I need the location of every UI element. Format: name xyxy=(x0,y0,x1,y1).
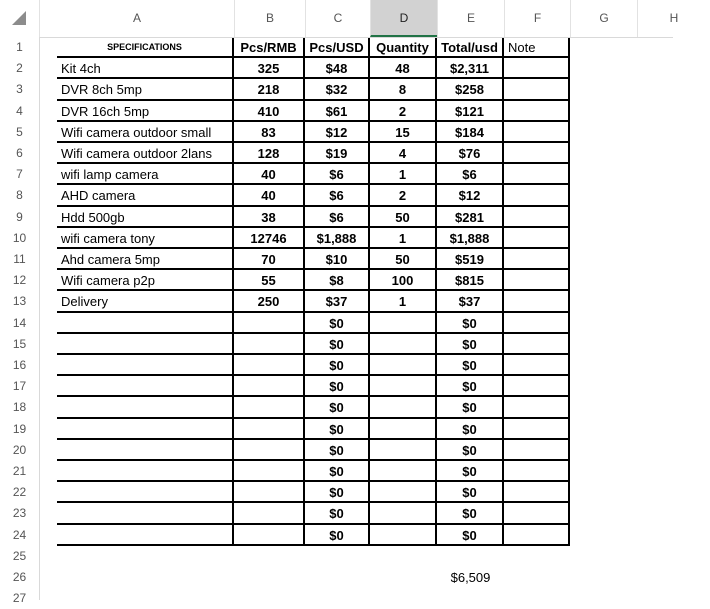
cell-qty[interactable] xyxy=(370,313,437,334)
header-rmb[interactable]: Pcs/RMB xyxy=(234,37,305,58)
cell-name[interactable]: Wifi camera outdoor small xyxy=(57,122,234,143)
row-header-bar xyxy=(0,37,40,606)
cell-note[interactable] xyxy=(504,397,570,418)
cell-total[interactable]: $0 xyxy=(437,525,504,546)
cell-note[interactable] xyxy=(504,58,570,79)
cell-total[interactable]: $0 xyxy=(437,355,504,376)
cell-rmb[interactable] xyxy=(234,334,305,355)
column-header-g[interactable]: G xyxy=(570,0,637,37)
row-header-18[interactable]: 18 xyxy=(12,400,27,415)
cell-usd[interactable]: $6 xyxy=(305,185,370,206)
cell-note[interactable] xyxy=(504,291,570,312)
cell-rmb[interactable]: 40 xyxy=(234,164,305,185)
cell-usd[interactable]: $0 xyxy=(305,355,370,376)
cell-total[interactable]: $37 xyxy=(437,291,504,312)
cell-total[interactable]: $0 xyxy=(437,482,504,503)
row-header-11[interactable]: 11 xyxy=(13,252,26,266)
cell-total[interactable]: $281 xyxy=(437,207,504,228)
cell-note[interactable] xyxy=(504,482,570,503)
row-header-17[interactable]: 17 xyxy=(12,379,27,394)
cell-note[interactable] xyxy=(504,185,570,206)
cell-rmb[interactable]: 12746 xyxy=(234,228,305,249)
cell-total[interactable]: $0 xyxy=(437,334,504,355)
cell-name[interactable] xyxy=(57,355,234,376)
cell-rmb[interactable] xyxy=(234,313,305,334)
row-header-12[interactable]: 12 xyxy=(12,273,27,288)
cell-usd[interactable]: $6 xyxy=(305,164,370,185)
column-header-f[interactable]: F xyxy=(504,0,570,37)
header-qty[interactable]: Quantity xyxy=(370,37,437,58)
row-header-24[interactable]: 24 xyxy=(12,527,27,542)
row-header-5[interactable]: 5 xyxy=(16,124,23,139)
cell-usd[interactable]: $32 xyxy=(305,79,370,100)
cell-note[interactable] xyxy=(504,122,570,143)
cell-rmb[interactable]: 325 xyxy=(234,58,305,79)
cell-total[interactable]: $519 xyxy=(437,249,504,270)
grand-total-cell[interactable]: $6,509 xyxy=(450,570,491,585)
cell-note[interactable] xyxy=(504,270,570,291)
cell-name[interactable] xyxy=(57,313,234,334)
cell-note[interactable] xyxy=(504,101,570,122)
cell-qty[interactable]: 2 xyxy=(370,101,437,122)
cell-note[interactable] xyxy=(504,419,570,440)
cell-total[interactable]: $2,311 xyxy=(437,58,504,79)
cell-name[interactable]: Hdd 500gb xyxy=(57,207,234,228)
cell-note[interactable] xyxy=(504,207,570,228)
cell-qty[interactable] xyxy=(370,376,437,397)
column-header-e[interactable]: E xyxy=(437,0,504,37)
cell-qty[interactable]: 4 xyxy=(370,143,437,164)
cell-qty[interactable] xyxy=(370,419,437,440)
cell-rmb[interactable]: 55 xyxy=(234,270,305,291)
cell-note[interactable] xyxy=(504,249,570,270)
cell-rmb[interactable] xyxy=(234,397,305,418)
cell-note[interactable] xyxy=(504,503,570,524)
row-header-26[interactable]: 26 xyxy=(12,570,27,584)
cell-qty[interactable] xyxy=(370,525,437,546)
cell-rmb[interactable]: 38 xyxy=(234,207,305,228)
row-header-8[interactable]: 8 xyxy=(16,188,23,203)
cell-note[interactable] xyxy=(504,376,570,397)
cell-note[interactable] xyxy=(504,440,570,461)
cell-qty[interactable]: 50 xyxy=(370,249,437,270)
header-total[interactable]: Total/usd xyxy=(437,37,504,58)
row-header-19[interactable]: 19 xyxy=(12,421,27,436)
cell-rmb[interactable] xyxy=(234,503,305,524)
row-header-7[interactable]: 7 xyxy=(16,167,23,182)
cell-qty[interactable]: 15 xyxy=(370,122,437,143)
cell-total[interactable]: $0 xyxy=(437,376,504,397)
cell-usd[interactable]: $48 xyxy=(305,58,370,79)
cell-total[interactable]: $76 xyxy=(437,143,504,164)
row-header-15[interactable]: 15 xyxy=(12,336,27,351)
cell-usd[interactable]: $1,888 xyxy=(305,228,370,249)
cell-note[interactable] xyxy=(504,313,570,334)
cell-usd[interactable]: $0 xyxy=(305,503,370,524)
cell-usd[interactable]: $0 xyxy=(305,376,370,397)
row-header-22[interactable]: 22 xyxy=(12,485,27,500)
cell-name[interactable]: DVR 8ch 5mp xyxy=(57,79,234,100)
cell-name[interactable] xyxy=(57,397,234,418)
row-header-20[interactable]: 20 xyxy=(12,442,27,457)
cell-usd[interactable]: $10 xyxy=(305,249,370,270)
cell-name[interactable]: wifi camera tony xyxy=(57,228,234,249)
cell-usd[interactable]: $37 xyxy=(305,291,370,312)
row-header-27[interactable]: 27 xyxy=(12,591,27,606)
cell-note[interactable] xyxy=(504,525,570,546)
cell-qty[interactable] xyxy=(370,461,437,482)
cell-name[interactable]: Delivery xyxy=(57,291,234,312)
cell-name[interactable] xyxy=(57,334,234,355)
row-header-3[interactable]: 3 xyxy=(16,82,23,97)
cell-name[interactable] xyxy=(57,376,234,397)
cell-usd[interactable]: $0 xyxy=(305,461,370,482)
cell-total[interactable]: $0 xyxy=(437,503,504,524)
select-all-triangle-icon xyxy=(12,11,26,25)
cell-rmb[interactable]: 218 xyxy=(234,79,305,100)
cell-note[interactable] xyxy=(504,79,570,100)
cell-usd[interactable]: $0 xyxy=(305,419,370,440)
row-header-16[interactable]: 16 xyxy=(12,358,27,372)
cell-rmb[interactable] xyxy=(234,482,305,503)
cell-total[interactable]: $184 xyxy=(437,122,504,143)
cell-name[interactable] xyxy=(57,419,234,440)
row-header-2[interactable]: 2 xyxy=(16,61,23,76)
row-header-23[interactable]: 23 xyxy=(12,506,27,521)
cell-qty[interactable]: 48 xyxy=(370,58,437,79)
cell-qty[interactable]: 50 xyxy=(370,207,437,228)
cell-qty[interactable] xyxy=(370,503,437,524)
column-header-h[interactable]: H xyxy=(637,0,710,37)
cell-note[interactable] xyxy=(504,355,570,376)
cell-qty[interactable]: 2 xyxy=(370,185,437,206)
cell-rmb[interactable] xyxy=(234,355,305,376)
cell-name[interactable] xyxy=(57,440,234,461)
cell-usd[interactable]: $0 xyxy=(305,313,370,334)
cell-qty[interactable]: 1 xyxy=(370,164,437,185)
column-header-c[interactable]: C xyxy=(305,0,370,37)
cell-name[interactable]: Wifi camera p2p xyxy=(57,270,234,291)
cell-total[interactable]: $1,888 xyxy=(437,228,504,249)
row-header-1[interactable]: 1 xyxy=(16,40,23,54)
cell-qty[interactable]: 1 xyxy=(370,291,437,312)
cell-qty[interactable]: 100 xyxy=(370,270,437,291)
cell-total[interactable]: $0 xyxy=(437,313,504,334)
cell-usd[interactable]: $0 xyxy=(305,482,370,503)
row-header-6[interactable]: 6 xyxy=(16,146,23,160)
row-header-9[interactable]: 9 xyxy=(16,209,23,224)
row-header-21[interactable]: 21 xyxy=(12,464,27,478)
cell-rmb[interactable]: 128 xyxy=(234,143,305,164)
cell-total[interactable]: $815 xyxy=(437,270,504,291)
cell-qty[interactable] xyxy=(370,440,437,461)
cell-qty[interactable]: 8 xyxy=(370,79,437,100)
cell-usd[interactable]: $12 xyxy=(305,122,370,143)
row-header-13[interactable]: 13 xyxy=(12,294,27,309)
cell-total[interactable]: $121 xyxy=(437,101,504,122)
row-header-10[interactable]: 10 xyxy=(12,230,27,245)
cell-usd[interactable]: $0 xyxy=(305,440,370,461)
cell-name[interactable] xyxy=(57,525,234,546)
cell-total[interactable]: $0 xyxy=(437,461,504,482)
cell-note[interactable] xyxy=(504,228,570,249)
column-header-b[interactable]: B xyxy=(234,0,305,37)
cell-rmb[interactable] xyxy=(234,461,305,482)
cell-qty[interactable] xyxy=(370,334,437,355)
cell-name[interactable]: Kit 4ch xyxy=(57,58,234,79)
cell-total[interactable]: $258 xyxy=(437,79,504,100)
cell-note[interactable] xyxy=(504,334,570,355)
cell-name[interactable] xyxy=(57,461,234,482)
row-header-14[interactable]: 14 xyxy=(12,315,27,330)
cell-rmb[interactable] xyxy=(234,376,305,397)
cell-name[interactable]: DVR 16ch 5mp xyxy=(57,101,234,122)
cell-rmb[interactable]: 250 xyxy=(234,291,305,312)
cell-rmb[interactable] xyxy=(234,440,305,461)
header-usd[interactable]: Pcs/USD xyxy=(305,37,370,58)
row-header-4[interactable]: 4 xyxy=(16,103,23,118)
cell-rmb[interactable] xyxy=(234,525,305,546)
cell-usd[interactable]: $8 xyxy=(305,270,370,291)
header-note[interactable]: Note xyxy=(504,37,570,58)
cell-qty[interactable]: 1 xyxy=(370,228,437,249)
cell-qty[interactable] xyxy=(370,482,437,503)
cell-usd[interactable]: $6 xyxy=(305,207,370,228)
cell-total[interactable]: $0 xyxy=(437,419,504,440)
cell-usd[interactable]: $0 xyxy=(305,397,370,418)
row-header-25[interactable]: 25 xyxy=(12,548,27,563)
cell-rmb[interactable]: 410 xyxy=(234,101,305,122)
cell-rmb[interactable]: 70 xyxy=(234,249,305,270)
cell-usd[interactable]: $61 xyxy=(305,101,370,122)
cell-note[interactable] xyxy=(504,461,570,482)
cell-name[interactable] xyxy=(57,503,234,524)
column-header-d[interactable]: D xyxy=(370,0,437,37)
cell-name[interactable]: Ahd camera 5mp xyxy=(57,249,234,270)
column-header-a[interactable]: A xyxy=(39,0,234,37)
cell-total[interactable]: $6 xyxy=(437,164,504,185)
cell-rmb[interactable] xyxy=(234,419,305,440)
cell-note[interactable] xyxy=(504,143,570,164)
cell-name[interactable]: wifi lamp camera xyxy=(57,164,234,185)
cell-name[interactable] xyxy=(57,482,234,503)
cell-rmb[interactable]: 83 xyxy=(234,122,305,143)
cell-name[interactable]: Wifi camera outdoor 2lans xyxy=(57,143,234,164)
cell-usd[interactable]: $0 xyxy=(305,525,370,546)
cell-rmb[interactable]: 40 xyxy=(234,185,305,206)
cell-total[interactable]: $0 xyxy=(437,397,504,418)
cell-note[interactable] xyxy=(504,164,570,185)
cell-total[interactable]: $12 xyxy=(437,185,504,206)
cell-name[interactable]: AHD camera xyxy=(57,185,234,206)
column-header-bar xyxy=(0,0,679,38)
cell-qty[interactable] xyxy=(370,397,437,418)
select-all-corner[interactable] xyxy=(0,0,39,37)
cell-usd[interactable]: $0 xyxy=(305,334,370,355)
cell-usd[interactable]: $19 xyxy=(305,143,370,164)
cell-total[interactable]: $0 xyxy=(437,440,504,461)
header-spec[interactable]: SPECIFICATIONS xyxy=(57,37,234,58)
cell-qty[interactable] xyxy=(370,355,437,376)
